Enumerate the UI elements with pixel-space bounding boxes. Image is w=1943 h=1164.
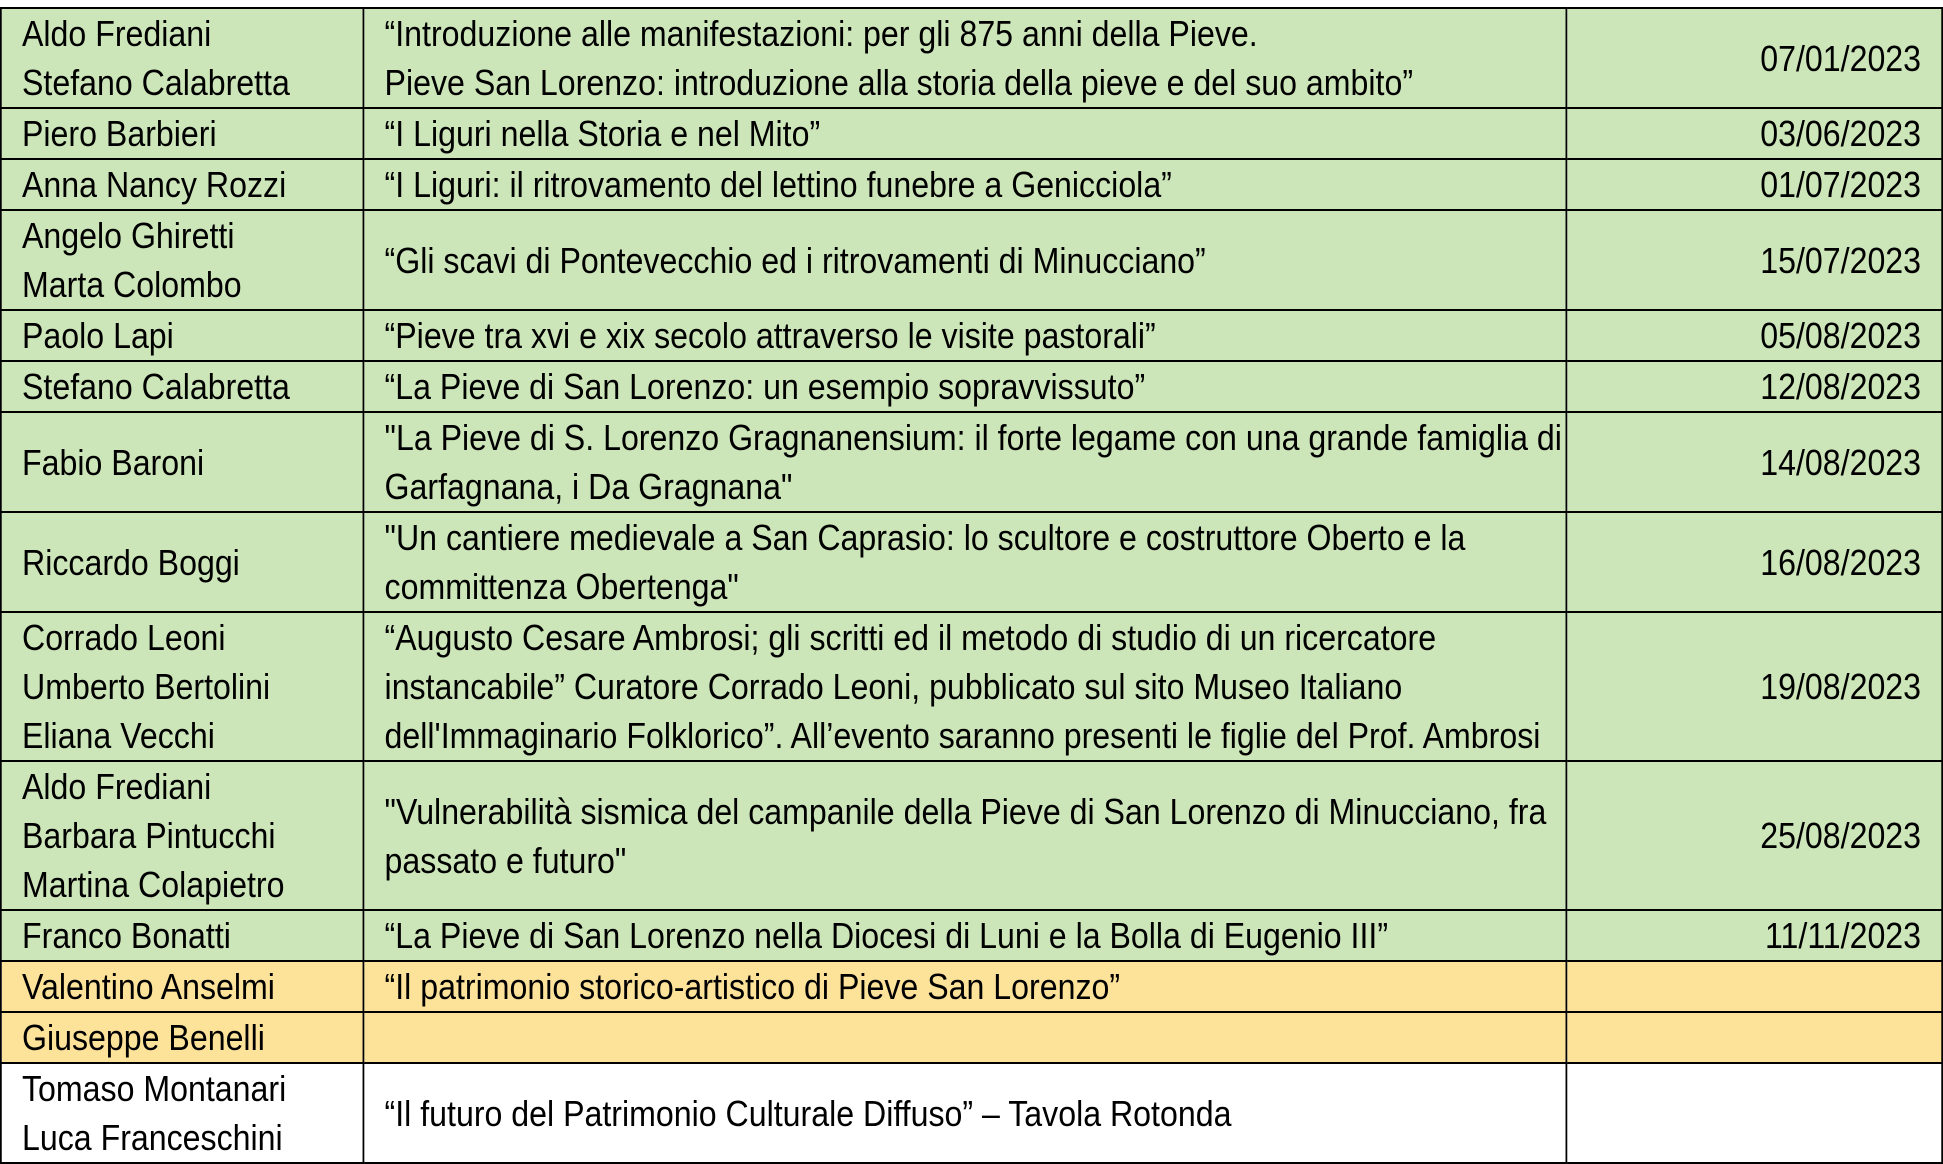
talk-title-cell-line: “La Pieve di San Lorenzo nella Diocesi di Luni e la Bolla di Eugenio III” (384, 915, 1389, 956)
talk-title-cell-line: “I Liguri: il ritrovamento del lettino funebre a Genicciola” (384, 164, 1172, 205)
talk-title-cell-line: instancabile” Curatore Corrado Leoni, pubblicato sul sito Museo Italiano (384, 666, 1403, 707)
talk-title-cell-line: “I Liguri nella Storia e nel Mito” (384, 113, 821, 154)
speakers-cell-line: Giuseppe Benelli (22, 1017, 265, 1058)
talk-title-cell (363, 310, 1566, 361)
talk-title-cell (363, 159, 1566, 210)
speakers-cell-line: Stefano Calabretta (22, 62, 290, 103)
talk-title-cell-line: "Un cantiere medievale a San Caprasio: lo scultore e costruttore Oberto e la (384, 517, 1466, 558)
speakers-cell (1, 210, 364, 310)
speakers-cell (1, 1012, 364, 1063)
date-cell: 01/07/2023 (1566, 159, 1942, 210)
speakers-cell-line: Martina Colapietro (22, 864, 285, 905)
talk-title-cell (363, 512, 1566, 612)
date-cell: 12/08/2023 (1566, 361, 1942, 412)
table-row (1, 412, 1942, 512)
date-cell: 05/08/2023 (1566, 310, 1942, 361)
talk-title-cell-line: dell'Immaginario Folklorico”. All’evento saranno presenti le figlie del Prof. Ambrosi (384, 715, 1541, 756)
talk-title-cell (363, 612, 1566, 761)
table-row (1, 512, 1942, 612)
talk-title-cell (363, 1012, 1566, 1063)
speakers-cell (1, 1063, 364, 1163)
speakers-cell-line: Luca Franceschini (22, 1117, 283, 1158)
speakers-cell (1, 412, 364, 512)
speakers-cell-line: Fabio Baroni (22, 441, 205, 483)
date-cell: 19/08/2023 (1566, 612, 1942, 761)
table-row (1, 108, 1942, 159)
speakers-cell-line: Anna Nancy Rozzi (22, 164, 287, 205)
talk-title-cell-line: “Gli scavi di Pontevecchio ed i ritrovamenti di Minucciano” (384, 239, 1206, 281)
table-row (1, 961, 1942, 1012)
talk-title-cell (363, 1063, 1566, 1163)
talk-title-cell-line: "Vulnerabilità sismica del campanile della Pieve di San Lorenzo di Minucciano, fra (384, 790, 1547, 832)
speakers-cell-line: Valentino Anselmi (22, 966, 275, 1007)
table-row (1, 1012, 1942, 1063)
speakers-cell-line: Corrado Leoni (22, 617, 226, 658)
table-row (1, 1063, 1942, 1163)
events-table (0, 7, 1943, 1164)
speakers-cell (1, 8, 364, 108)
table-row (1, 910, 1942, 961)
talk-title-cell-line: “La Pieve di San Lorenzo: un esempio sopravvissuto” (384, 366, 1146, 407)
date-cell: 14/08/2023 (1566, 412, 1942, 512)
date-cell: 03/06/2023 (1566, 108, 1942, 159)
date-cell: 07/01/2023 (1566, 8, 1942, 108)
talk-title-cell (363, 361, 1566, 412)
talk-title-cell (363, 910, 1566, 961)
speakers-cell-line: Umberto Bertolini (22, 666, 271, 707)
speakers-cell (1, 159, 364, 210)
talk-title-cell-line: Garfagnana, i Da Gragnana" (384, 466, 793, 507)
talk-title-cell-line: Pieve San Lorenzo: introduzione alla storia della pieve e del suo ambito” (384, 62, 1414, 103)
date-cell (1566, 961, 1942, 1012)
talk-title-cell-line: “Augusto Cesare Ambrosi; gli scritti ed il metodo di studio di un ricercatore (384, 617, 1437, 658)
speakers-cell (1, 310, 364, 361)
table-row (1, 361, 1942, 412)
talk-title-cell (363, 961, 1566, 1012)
table-row (1, 761, 1942, 910)
table-row (1, 8, 1942, 108)
table-row (1, 159, 1942, 210)
talk-title-cell-line: “Il futuro del Patrimonio Culturale Diffuso” – Tavola Rotonda (384, 1092, 1232, 1134)
date-cell: 16/08/2023 (1566, 512, 1942, 612)
talk-title-cell (363, 412, 1566, 512)
speakers-cell-line: Franco Bonatti (22, 915, 231, 956)
speakers-cell-line: Stefano Calabretta (22, 366, 290, 407)
date-cell (1566, 1012, 1942, 1063)
speakers-cell-line: Marta Colombo (22, 264, 242, 305)
talk-title-cell (363, 108, 1566, 159)
speakers-cell-line: Tomaso Montanari (22, 1068, 287, 1109)
speakers-cell-line: Angelo Ghiretti (22, 215, 235, 256)
talk-title-cell-line: committenza Obertenga" (384, 566, 739, 607)
speakers-cell-line: Paolo Lapi (22, 315, 174, 356)
talk-title-cell-line: "La Pieve di S. Lorenzo Gragnanensium: il forte legame con una grande famiglia di (384, 417, 1562, 458)
talk-title-cell-line: “Introduzione alle manifestazioni: per gli 875 anni della Pieve. (384, 13, 1258, 54)
speakers-cell-line: Barbara Pintucchi (22, 815, 276, 856)
speakers-cell-line: Aldo Frediani (22, 766, 212, 807)
talk-title-cell (363, 210, 1566, 310)
speakers-cell (1, 361, 364, 412)
speakers-cell-line: Eliana Vecchi (22, 715, 215, 756)
table-row (1, 310, 1942, 361)
talk-title-cell-line: “Pieve tra xvi e xix secolo attraverso le visite pastorali” (384, 315, 1156, 356)
events-table-body (1, 8, 1942, 1163)
speakers-cell-line: Aldo Frediani (22, 13, 212, 54)
date-cell (1566, 1063, 1942, 1163)
talk-title-cell-line: “Il patrimonio storico-artistico di Pieve San Lorenzo” (384, 966, 1121, 1007)
speakers-cell (1, 910, 364, 961)
table-row (1, 612, 1942, 761)
speakers-cell (1, 108, 364, 159)
talk-title-cell-line: passato e futuro" (384, 839, 627, 881)
speakers-cell (1, 512, 364, 612)
date-cell: 15/07/2023 (1566, 210, 1942, 310)
talk-title-cell (363, 8, 1566, 108)
speakers-cell (1, 761, 364, 910)
date-cell: 11/11/2023 (1566, 910, 1942, 961)
table-row (1, 210, 1942, 310)
speakers-cell-line: Riccardo Boggi (22, 541, 240, 583)
speakers-cell (1, 961, 364, 1012)
speakers-cell-line: Piero Barbieri (22, 113, 217, 154)
speakers-cell (1, 612, 364, 761)
talk-title-cell (363, 761, 1566, 910)
date-cell: 25/08/2023 (1566, 761, 1942, 910)
